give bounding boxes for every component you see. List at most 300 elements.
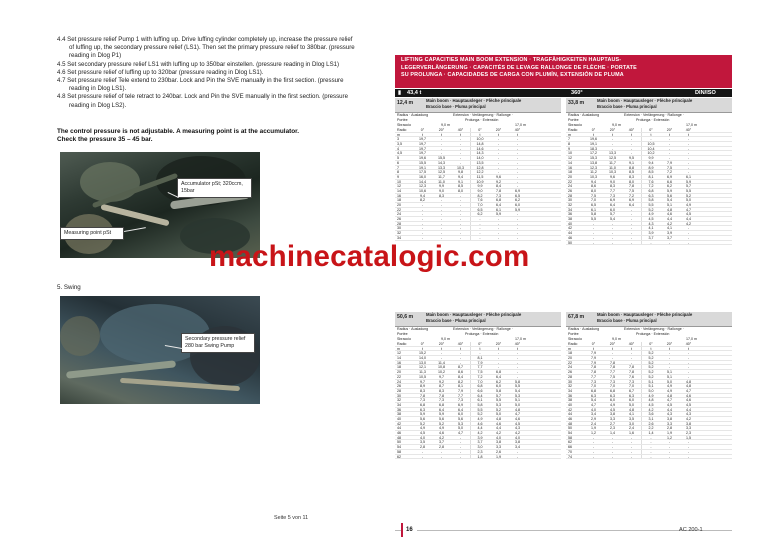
capacity-cell: 5,2 [641,361,660,365]
capacity-cell: - [497,360,500,365]
capacity-cell: 5,2 [641,351,660,355]
capacity-cell: 3,9 [641,231,660,235]
angle-header: 0° [470,342,489,346]
capacity-cell: - [497,137,500,142]
radius-cell: 44 [568,412,572,417]
capacity-cell: 4,2 [686,221,691,226]
capacity-cell: - [611,240,614,245]
capacity-cell: 5,1 [641,384,660,388]
radius-label: Portée [568,332,579,336]
capacity-cell: - [630,226,633,231]
angle-header: 20° [438,128,445,132]
radius-cell: 50 [568,426,572,431]
capacity-cell: - [641,440,660,444]
capacity-cell: 10,6 [419,188,426,193]
capacity-cell: - [630,435,633,440]
capacity-cell: - [687,146,690,151]
capacity-cell: 12,5 [438,170,445,175]
capacity-cell: - [516,235,519,240]
capacity-cell: - [421,212,424,217]
radius-cell: 30 [568,198,572,203]
capacity-cell: 11,2 [590,170,597,175]
instruction-step: 4.5 Set secondary pressure relief LS1 with luffing up to 350bar einstellen. (pressure reading in Dlog LS1) [57,60,340,68]
capacity-cell: 5,5 [591,217,596,222]
capacity-cell: 8,9 [420,384,425,389]
page-label: Seite 5 von 11 [274,515,309,521]
unit-label: m [568,132,571,137]
capacity-cell: 8,1 [641,175,660,179]
main-boom-label: Braccio base · Pluma principal [597,318,657,323]
capacity-cell: 9,1 [629,160,634,165]
radius-cell: 24 [568,184,572,189]
capacity-cell: 8,2 [470,194,489,198]
angle-header: 20° [609,128,616,132]
capacity-cell: 10,2 [641,151,660,155]
capacity-cell: 3,8 [610,412,615,417]
instruction-step: 4.6 Set pressure relief of luffing up to 320bar (pressure reading in Dlog LS1). [57,68,264,76]
capacity-cell: - [497,165,500,170]
capacity-cell: - [497,365,500,370]
capacity-cell: 7,9 [470,361,489,365]
capacity-cell: 4,9 [641,394,660,398]
capacity-cell: 4,9 [439,426,444,431]
radius-cell: 34 [397,402,401,407]
capacity-cell: - [630,240,633,245]
capacity-cell: - [459,156,462,161]
capacity-cell: 12,8 [470,166,489,170]
capacity-cell: 2,9 [591,417,596,421]
capacity-cell: - [459,454,462,459]
capacity-cell: 7,9 [458,388,463,393]
capacity-cell: - [630,454,633,459]
radius-cell: 14 [397,356,401,361]
capacity-cell: 9,4 [591,179,596,184]
capacity-cell: 7,8 [420,393,425,398]
capacity-cell: 7,3 [496,193,501,198]
radius-cell: 62 [397,454,401,459]
load-table-67-8m [566,312,732,459]
capacity-cell: 4,8 [515,407,520,412]
capacity-cell: 4,5 [686,402,691,407]
capacity-cell: 1,4 [641,431,660,435]
main-boom-label: Main boom · Hauptausleger · Flèche principale [426,312,522,317]
capacity-cell: - [668,356,671,361]
radius-cell: 7 [568,137,570,142]
capacity-cell: 6,4 [458,407,463,412]
capacity-cell: - [641,241,660,245]
capacity-cell: 9,2 [496,179,501,184]
capacity-cell: 8,2 [458,379,463,384]
capacity-cell: - [630,146,633,151]
capacity-cell: 5,0 [629,402,634,407]
capacity-cell: 9,8 [458,170,463,175]
capacity-cell: - [459,445,462,450]
capacity-cell: - [516,231,519,236]
radius-cell: 46 [568,235,572,240]
capacity-cell: 13,3 [609,151,616,156]
radius-cell: 42 [568,407,572,412]
capacity-cell: 1,4 [610,431,615,436]
capacity-cell: - [497,217,500,222]
boom-length: 67,8 m [568,314,585,320]
capacity-cell: 5,3 [458,421,463,426]
radius-cell: 24 [568,365,572,370]
radius-label: Radius · Ausladung [397,113,429,117]
radius-cell: 46 [397,431,401,436]
capacity-cell: 7,7 [470,365,489,369]
radius-cell: 10 [568,151,572,156]
capacity-cell: 3,3 [686,426,691,431]
unit-label: t [470,347,489,351]
capacity-cell: 6,3 [641,194,660,198]
capacity-cell: - [687,235,690,240]
sub-header [566,337,732,342]
capacity-cell: - [641,455,660,459]
extension-length: 9,0 m [441,123,450,127]
capacity-cell: 15,5 [438,156,445,161]
capacity-cell: 4,6 [686,398,691,403]
capacity-cell: - [687,356,690,361]
capacity-cell: 6,2 [515,198,520,203]
capacity-cell: - [668,445,671,450]
capacity-cell: 5,6 [420,417,425,421]
radius-cell: 16 [397,193,401,198]
capacity-cell: - [687,454,690,459]
angle-header: 0° [591,128,596,132]
capacity-cell: - [592,235,595,240]
radius-cell: 58 [397,449,401,454]
angle-header: 40° [457,342,464,346]
extension-label: Extension · Verlängerung · Rallonge · [624,327,684,331]
capacity-cell: 5,7 [610,212,615,217]
table-header [566,98,732,113]
capacity-cell: - [459,226,462,231]
capacity-cell: 10,8 [438,365,445,370]
capacity-cell: 4,7 [458,431,463,436]
capacity-cell: 7,7 [610,188,615,193]
capacity-cell: 7,2 [667,170,672,175]
angle-header: 0° [591,342,596,346]
capacity-cell: 5,3 [515,393,520,398]
capacity-cell: 7,0 [470,380,489,384]
extension-label: Prolunga · Extensión [465,332,499,336]
angle-header: 20° [666,128,673,132]
capacity-cell: - [630,137,633,142]
radius-cell: 22 [397,207,401,212]
capacity-cell: 13,3 [438,165,445,170]
capacity-cell: 2,8 [439,445,444,450]
capacity-cell: - [687,142,690,147]
capacity-cell: 19,6 [590,137,597,142]
capacity-cell: - [611,142,614,147]
capacity-cell: - [611,137,614,142]
capacity-cell: 5,2 [641,375,660,379]
capacity-cell: - [421,231,424,236]
capacity-cell: - [440,151,443,156]
capacity-cell: - [459,449,462,454]
table-row [566,455,732,460]
capacity-cell: 4,7 [667,398,672,403]
capacity-cell: - [611,454,614,459]
radius-cell: 50 [397,440,401,445]
radius-cell: 28 [568,193,572,198]
capacity-cell: 6,8 [496,370,501,375]
capacity-cell: - [611,351,614,356]
capacity-cell: 5,5 [496,398,501,403]
capacity-cell: 10,5 [419,374,426,379]
radius-cell: 40 [568,221,572,226]
capacity-cell: 2,2 [641,426,660,430]
capacity-cell: 9,0 [470,189,489,193]
unit-label: t [460,132,461,137]
radius-cell: 22 [568,360,572,365]
capacity-cell: - [687,440,690,445]
radius-cell: 4,5 [397,151,402,156]
capacity-cell: - [630,356,633,361]
capacity-cell: 4,9 [610,402,615,407]
extension-length: 17,0 m [515,123,526,127]
capacity-cell: - [516,221,519,226]
radius-cell: 9 [397,174,399,179]
capacity-cell: 5,9 [496,212,501,217]
capacity-cell: - [497,221,500,226]
capacity-cell: 9,9 [439,184,444,189]
boom-length: 33,8 m [568,100,585,106]
capacity-cell: 8,7 [439,384,444,389]
capacity-cell: 4,7 [591,402,596,407]
control-pressure-note [57,128,357,145]
capacity-cell: 9,0 [610,179,615,184]
radius-cell: 34 [568,207,572,212]
banner-line: SU PROLUNGA · CAPACIDADES DE CARGA CON PLUMÍN, EXTENSIÓN DE PLUMA [401,72,624,79]
radius-cell: 7 [397,165,399,170]
capacity-cell: 3,7 [667,235,672,240]
capacity-cell: - [592,435,595,440]
capacity-cell: - [668,440,671,445]
capacity-cell: 7,5 [610,374,615,379]
capacity-cell: 1,5 [686,435,691,440]
capacity-cell: 4,0 [496,435,501,440]
capacity-cell: - [641,137,660,141]
capacity-cell: 7,9 [667,160,672,165]
counterweight-icon: ▮ [398,89,402,96]
capacity-cell: 8,3 [420,388,425,393]
capacity-cell: - [641,445,660,449]
radius-cell: 26 [397,384,401,389]
capacity-cell: 6,8 [610,388,615,393]
unit-label: t [612,346,613,351]
capacity-cell: - [668,240,671,245]
capacity-cell: - [440,221,443,226]
capacity-cell: 3,8 [686,421,691,426]
capacity-cell: - [687,170,690,175]
capacity-cell: - [611,435,614,440]
radius-cell: 4 [397,146,399,151]
capacity-cell: 6,0 [610,398,615,403]
capacity-cell: 8,6 [591,184,596,189]
radius-cell: 14 [568,160,572,165]
capacity-cell: - [459,198,462,203]
capacity-cell: - [459,203,462,207]
capacity-cell: - [630,445,633,450]
capacity-cell: - [440,207,443,212]
capacity-cell: 13,8 [590,160,597,165]
angle-header: 40° [457,128,464,132]
instruction-step: 4.7 Set pressure relief Tele extend to 230bar. Lock and Pin the SVE manually in the first section. (pressure reading in Dlog LS1). [57,77,344,93]
capacity-cell: 5,5 [641,203,660,207]
capacity-cell: 8,0 [591,188,596,193]
capacity-cell: - [611,231,614,236]
instruction-step: 4.4 Set pressure relief Pump 1 with luffing up. Drive luffing cylinder completely up, increase the pressure relief of luffing up, the secondary pressure relief (LS1). Then set the primary pressure relief to 380bar. (pressure reading in Dlog P1) [57,36,355,60]
capacity-cell: - [440,449,443,454]
capacity-cell: - [516,370,519,375]
capacity-cell: - [611,146,614,151]
extension-length: 17,0 m [686,337,697,341]
angle-header: 40° [514,128,521,132]
radius-label: Radio [568,342,578,346]
boom-length: 12,4 m [397,100,414,106]
capacity-cell: 19,1 [590,142,597,147]
radius-cell: 46 [568,417,572,421]
capacity-cell: - [516,226,519,231]
unit-label: t [641,133,660,137]
capacity-cell: 2,4 [629,426,634,431]
instruction-step: 4.8 Set pressure relief of tele retract to 240bar. Lock and Pin the SVE manually in the first section. (pressure reading in Dlog LS2). [57,93,348,109]
main-boom-label: Main boom · Hauptausleger · Flèche principale [597,98,693,103]
capacity-cell: - [459,221,462,226]
capacity-cell: 7,5 [667,165,672,170]
angle-header: 20° [495,342,502,346]
radius-cell: 36 [568,212,572,217]
capacity-cell: 3,5 [629,417,634,421]
radius-label: Radio [397,342,407,346]
capacity-cell: - [459,217,462,222]
capacity-cell: 6,9 [629,198,634,203]
capacity-cell: 2,3 [470,450,489,454]
capacity-cell: 4,3 [667,412,672,417]
capacity-cell: 6,8 [439,402,444,407]
capacity-cell: 4,4 [667,407,672,412]
capacity-cell: 4,9 [641,212,660,216]
capacity-cell: 1,8 [470,455,489,459]
capacity-cell: 3,7 [641,236,660,240]
capacity-cell: 3,8 [496,440,501,445]
capacity-cell: - [459,142,462,147]
capacity-cell: 4,7 [686,388,691,393]
capacity-cell: 3,4 [591,412,596,417]
capacity-cell: - [630,212,633,217]
sub-header [395,123,561,128]
capacity-cell: 7,5 [629,188,634,193]
unit-label: t [422,346,423,351]
unit-label: m [568,346,571,351]
capacity-cell: 1,2 [591,431,596,436]
capacity-cell: 7,9 [591,351,596,356]
capacity-cell: 6,0 [515,203,520,207]
capacity-cell: 5,8 [515,379,520,384]
capacity-cell: 4,2 [641,408,660,412]
capacity-cell: - [687,445,690,450]
unit-label: t [470,133,489,137]
capacity-cell: 3,0 [470,445,489,449]
capacity-cell: 7,5 [591,193,596,198]
capacity-cell: 4,0 [515,435,520,440]
radius-cell: 70 [568,449,572,454]
capacity-cell: - [421,226,424,231]
capacity-cell: - [630,360,633,365]
capacity-cell: 6,5 [470,208,489,212]
capacity-cell: - [459,151,462,156]
radius-cell: 20 [397,203,401,207]
angle-header: 40° [685,128,692,132]
capacity-cell: 3,4 [515,445,520,450]
capacity-cell: 5,8 [496,388,501,393]
capacity-cell: - [668,151,671,156]
radius-label: Sbraccio [568,123,582,127]
capacity-cell: 4,1 [667,226,672,231]
capacity-cell: - [611,445,614,450]
unit-label: m [397,346,400,351]
capacity-cell: - [516,160,519,165]
unit-label: t [593,132,594,137]
capacity-cell: 4,5 [515,421,520,426]
capacity-cell: 9,6 [610,174,615,179]
capacity-cell: 5,2 [641,365,660,369]
capacity-cell: 6,3 [591,393,596,398]
capacity-cell: 9,5 [629,156,634,161]
capacity-cell: 7,6 [629,374,634,379]
capacity-cell: 6,6 [667,179,672,184]
radius-cell: 54 [397,445,401,450]
capacity-cell: 8,6 [458,370,463,375]
capacity-cell: 6,8 [496,198,501,203]
angle-header: 20° [495,128,502,132]
capacity-cell: 5,5 [686,188,691,193]
capacity-cell: 14,3 [470,151,489,155]
capacity-cell: 5,5 [515,384,520,389]
radius-cell: 34 [568,388,572,393]
sub-header [395,337,561,342]
unit-label: t [688,132,689,137]
unit-label: t [422,132,423,137]
capacity-cell: 16,0 [419,174,426,179]
capacity-cell: 2,7 [610,421,615,426]
radius-cell: 12 [397,351,401,356]
capacity-cell: 2,8 [667,426,672,431]
banner-line: LEGERVERLÄNGERUNG · CAPACITÉS DE LEVAGE RALLONGE DE FLÈCHE · PORTATE [401,64,637,71]
radius-cell: 20 [568,356,572,361]
main-boom-label: Braccio base · Pluma principal [426,318,486,323]
capacity-cell: 8,3 [610,184,615,189]
capacity-cell: - [516,165,519,170]
extension-length: 9,0 m [441,337,450,341]
capacity-cell: 6,0 [496,384,501,389]
radius-label: Sbraccio [397,123,411,127]
capacity-cell: 7,6 [470,198,489,202]
capacity-cell: - [516,170,519,175]
capacity-cell: 7,8 [496,188,501,193]
capacity-cell: 4,6 [470,422,489,426]
unit-label: t [669,346,670,351]
radius-label: Radio [397,128,407,132]
capacity-cell: 5,1 [667,374,672,379]
radius-label: Sbraccio [397,337,411,341]
capacity-cell: - [470,222,489,226]
radius-cell: 40 [568,402,572,407]
capacity-cell: 8,0 [458,188,463,193]
radius-cell: 26 [397,217,401,222]
extension-label: Extension · Verlängerung · Rallonge · [453,113,513,117]
